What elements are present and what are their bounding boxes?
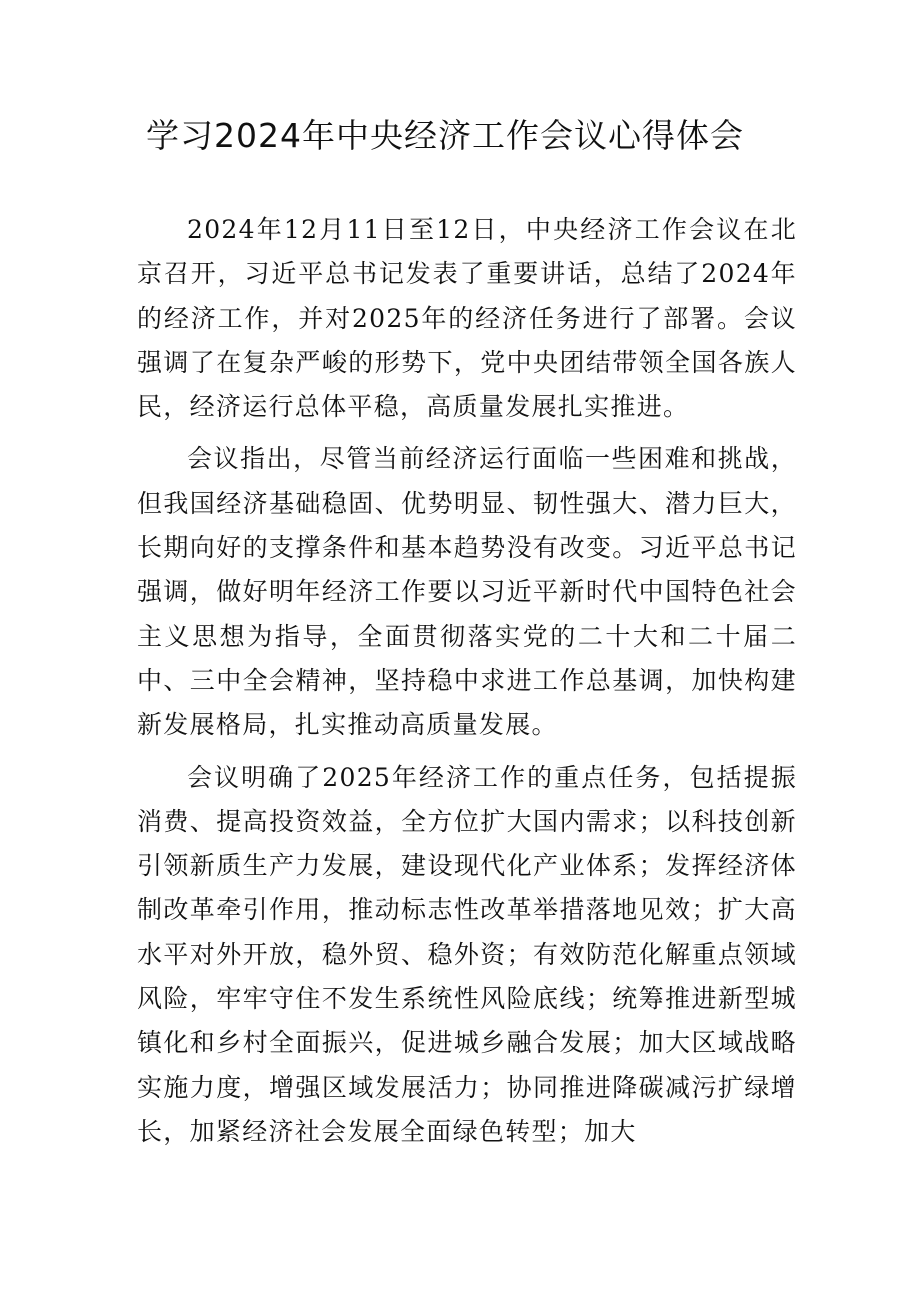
paragraph-1: 2024年12月11日至12日，中央经济工作会议在北京召开，习近平总书记发表了重要讲话，总结了2024年的经济工作，并对2025年的经济任务进行了部署。会议强调了在复杂严峻的形势下，党中央团结带领全国各族人民，经济运行总体平稳，高质量发展扎实推进。: [137, 215, 797, 422]
document-body: [137, 208, 797, 1162]
paragraph-2: 会议指出，尽管当前经济运行面临一些困难和挑战，但我国经济基础稳固、优势明显、韧性强大、潜力巨大，长期向好的支撑条件和基本趋势没有改变。习近平总书记强调，做好明年经济工作要以习近平新时代中国特色社会主义思想为指导，全面贯彻落实党的二十大和二十届二中、三中全会精神，坚持稳中求进工作总基调，加快构建新发展格局，扎实推动高质量发展。: [137, 444, 797, 740]
paragraph-3: 会议明确了2025年经济工作的重点任务，包括提振消费、提高投资效益，全方位扩大国内需求；以科技创新引领新质生产力发展，建设现代化产业体系；发挥经济体制改革牵引作用，推动标志性改革举措落地见效；扩大高水平对外开放，稳外贸、稳外资；有效防范化解重点领域风险，牢牢守住不发生系统性风险底线；统筹推进新型城镇化和乡村全面振兴，促进城乡融合发展；加大区域战略实施力度，增强区域发展活力；协同推进降碳减污扩绿增长，加紧经济社会发展全面绿色转型；加大: [137, 762, 797, 1146]
document-title: 学习2024年中央经济工作会议心得体会: [146, 116, 744, 155]
